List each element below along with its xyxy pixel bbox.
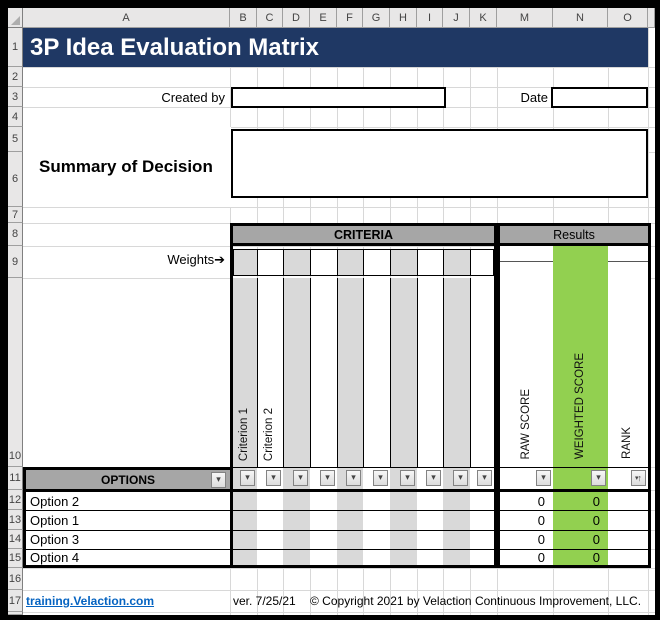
summary-label: Summary of Decision [23, 127, 231, 207]
weight-cell[interactable] [443, 249, 471, 276]
filter-dropdown-button[interactable] [266, 470, 281, 486]
page-title: 3P Idea Evaluation Matrix [30, 33, 319, 61]
filter-dropdown-button[interactable] [591, 470, 606, 486]
version-text: ver. 7/25/21 [233, 594, 296, 608]
corner-triangle-icon [11, 16, 20, 25]
row-header-9[interactable]: 9 [8, 246, 23, 278]
raw-score-header: RAW SCORE [519, 388, 532, 459]
weight-cell[interactable] [417, 249, 444, 276]
column-header-b[interactable]: B [230, 8, 257, 28]
column-header-sliver [648, 8, 655, 28]
filter-dropdown-button[interactable] [211, 472, 226, 488]
weighted-score-cell[interactable]: 0 [592, 549, 600, 565]
row-header-16[interactable]: 16 [8, 568, 23, 590]
row-header-5[interactable]: 5 [8, 127, 23, 152]
filter-sort-dropdown-button[interactable] [631, 470, 646, 486]
filter-dropdown-button[interactable] [373, 470, 388, 486]
option-name-cell[interactable]: Option 1 [26, 510, 230, 530]
weight-cell[interactable] [390, 249, 418, 276]
criteria-header: CRITERIA [230, 223, 497, 246]
column-header-m[interactable]: M [497, 8, 553, 28]
created-by-field[interactable] [231, 87, 446, 108]
results-header: Results [497, 223, 651, 246]
worksheet [8, 8, 655, 615]
weighted-score-cell[interactable]: 0 [592, 512, 600, 528]
column-header-i[interactable]: I [417, 8, 443, 28]
weighted-score-cell[interactable]: 0 [592, 493, 600, 509]
filter-dropdown-button[interactable] [320, 470, 335, 486]
training-link[interactable]: training.Velaction.com [26, 594, 155, 608]
weight-cell[interactable] [257, 249, 284, 276]
chevron-down-icon: ▾ [634, 475, 639, 482]
row-header-10[interactable]: 10 [8, 278, 23, 467]
results-block [497, 246, 651, 568]
weighted-score-header: WEIGHTED SCORE [573, 352, 586, 459]
option-name-cell[interactable]: Option 3 [26, 530, 230, 549]
row-header-12[interactable]: 12 [8, 490, 23, 510]
options-block [23, 467, 230, 568]
column-header-h[interactable]: H [390, 8, 417, 28]
copyright-text: © Copyright 2021 by Velaction Continuous Improvement, LLC. [310, 594, 642, 608]
row-header-8[interactable]: 8 [8, 223, 23, 246]
column-header-o[interactable]: O [608, 8, 648, 28]
row-header-2[interactable]: 2 [8, 67, 23, 87]
options-header: OPTIONS [26, 470, 230, 489]
raw-score-cell[interactable]: 0 [537, 493, 545, 509]
row-header-15[interactable]: 15 [8, 549, 23, 568]
column-header-k[interactable]: K [470, 8, 497, 28]
rank-header: RANK [621, 427, 634, 459]
row-header-3[interactable]: 3 [8, 87, 23, 107]
filter-dropdown-button[interactable] [346, 470, 361, 486]
filter-dropdown-button[interactable] [426, 470, 441, 486]
filter-dropdown-button[interactable] [293, 470, 308, 486]
filter-dropdown-button[interactable] [453, 470, 468, 486]
weights-label: Weights➔ [167, 252, 225, 267]
column-header-c[interactable]: C [257, 8, 283, 28]
date-label: Date [520, 90, 548, 105]
raw-score-cell[interactable]: 0 [537, 549, 545, 565]
weight-cell[interactable] [337, 249, 364, 276]
date-field[interactable] [551, 87, 648, 108]
row-header-6[interactable]: 6 [8, 152, 23, 207]
row-header-13[interactable]: 13 [8, 510, 23, 530]
column-header-g[interactable]: G [363, 8, 390, 28]
column-header-a[interactable]: A [23, 8, 230, 28]
column-header-d[interactable]: D [283, 8, 310, 28]
row-header-7[interactable]: 7 [8, 207, 23, 223]
option-name-cell[interactable]: Option 2 [26, 492, 230, 510]
raw-score-cell[interactable]: 0 [537, 512, 545, 528]
criterion-1-header: Criterion 1 [238, 407, 251, 461]
sort-ascending-icon: ↑ [637, 473, 642, 483]
row-header-17[interactable]: 17 [8, 590, 23, 612]
column-header-f[interactable]: F [337, 8, 363, 28]
column-header-n[interactable]: N [553, 8, 608, 28]
weight-cell[interactable] [363, 249, 391, 276]
row-header-14[interactable]: 14 [8, 530, 23, 549]
filter-dropdown-button[interactable] [477, 470, 492, 486]
column-header-j[interactable]: J [443, 8, 470, 28]
summary-field[interactable] [231, 129, 648, 198]
criterion-2-header: Criterion 2 [263, 407, 276, 461]
weighted-score-cell[interactable]: 0 [592, 532, 600, 547]
weight-cell[interactable] [470, 249, 494, 276]
raw-score-cell[interactable]: 0 [537, 532, 545, 547]
weight-cell[interactable] [283, 249, 311, 276]
option-name-cell[interactable]: Option 4 [26, 549, 230, 565]
row-header-1[interactable]: 1 [8, 28, 23, 67]
title-banner [23, 28, 648, 67]
created-by-label: Created by [161, 90, 225, 105]
weight-cell[interactable] [233, 249, 258, 276]
column-header-e[interactable]: E [310, 8, 337, 28]
select-all-corner[interactable] [8, 8, 23, 28]
row-header-4[interactable]: 4 [8, 107, 23, 127]
filter-dropdown-button[interactable] [400, 470, 415, 486]
criteria-block [230, 246, 497, 568]
filter-dropdown-button[interactable] [240, 470, 255, 486]
filter-dropdown-button[interactable] [536, 470, 551, 486]
row-header-11[interactable]: 11 [8, 467, 23, 490]
weight-cell[interactable] [310, 249, 338, 276]
weights-arrow-icon: ➔ [214, 252, 225, 267]
row-header-sliver [8, 612, 23, 615]
